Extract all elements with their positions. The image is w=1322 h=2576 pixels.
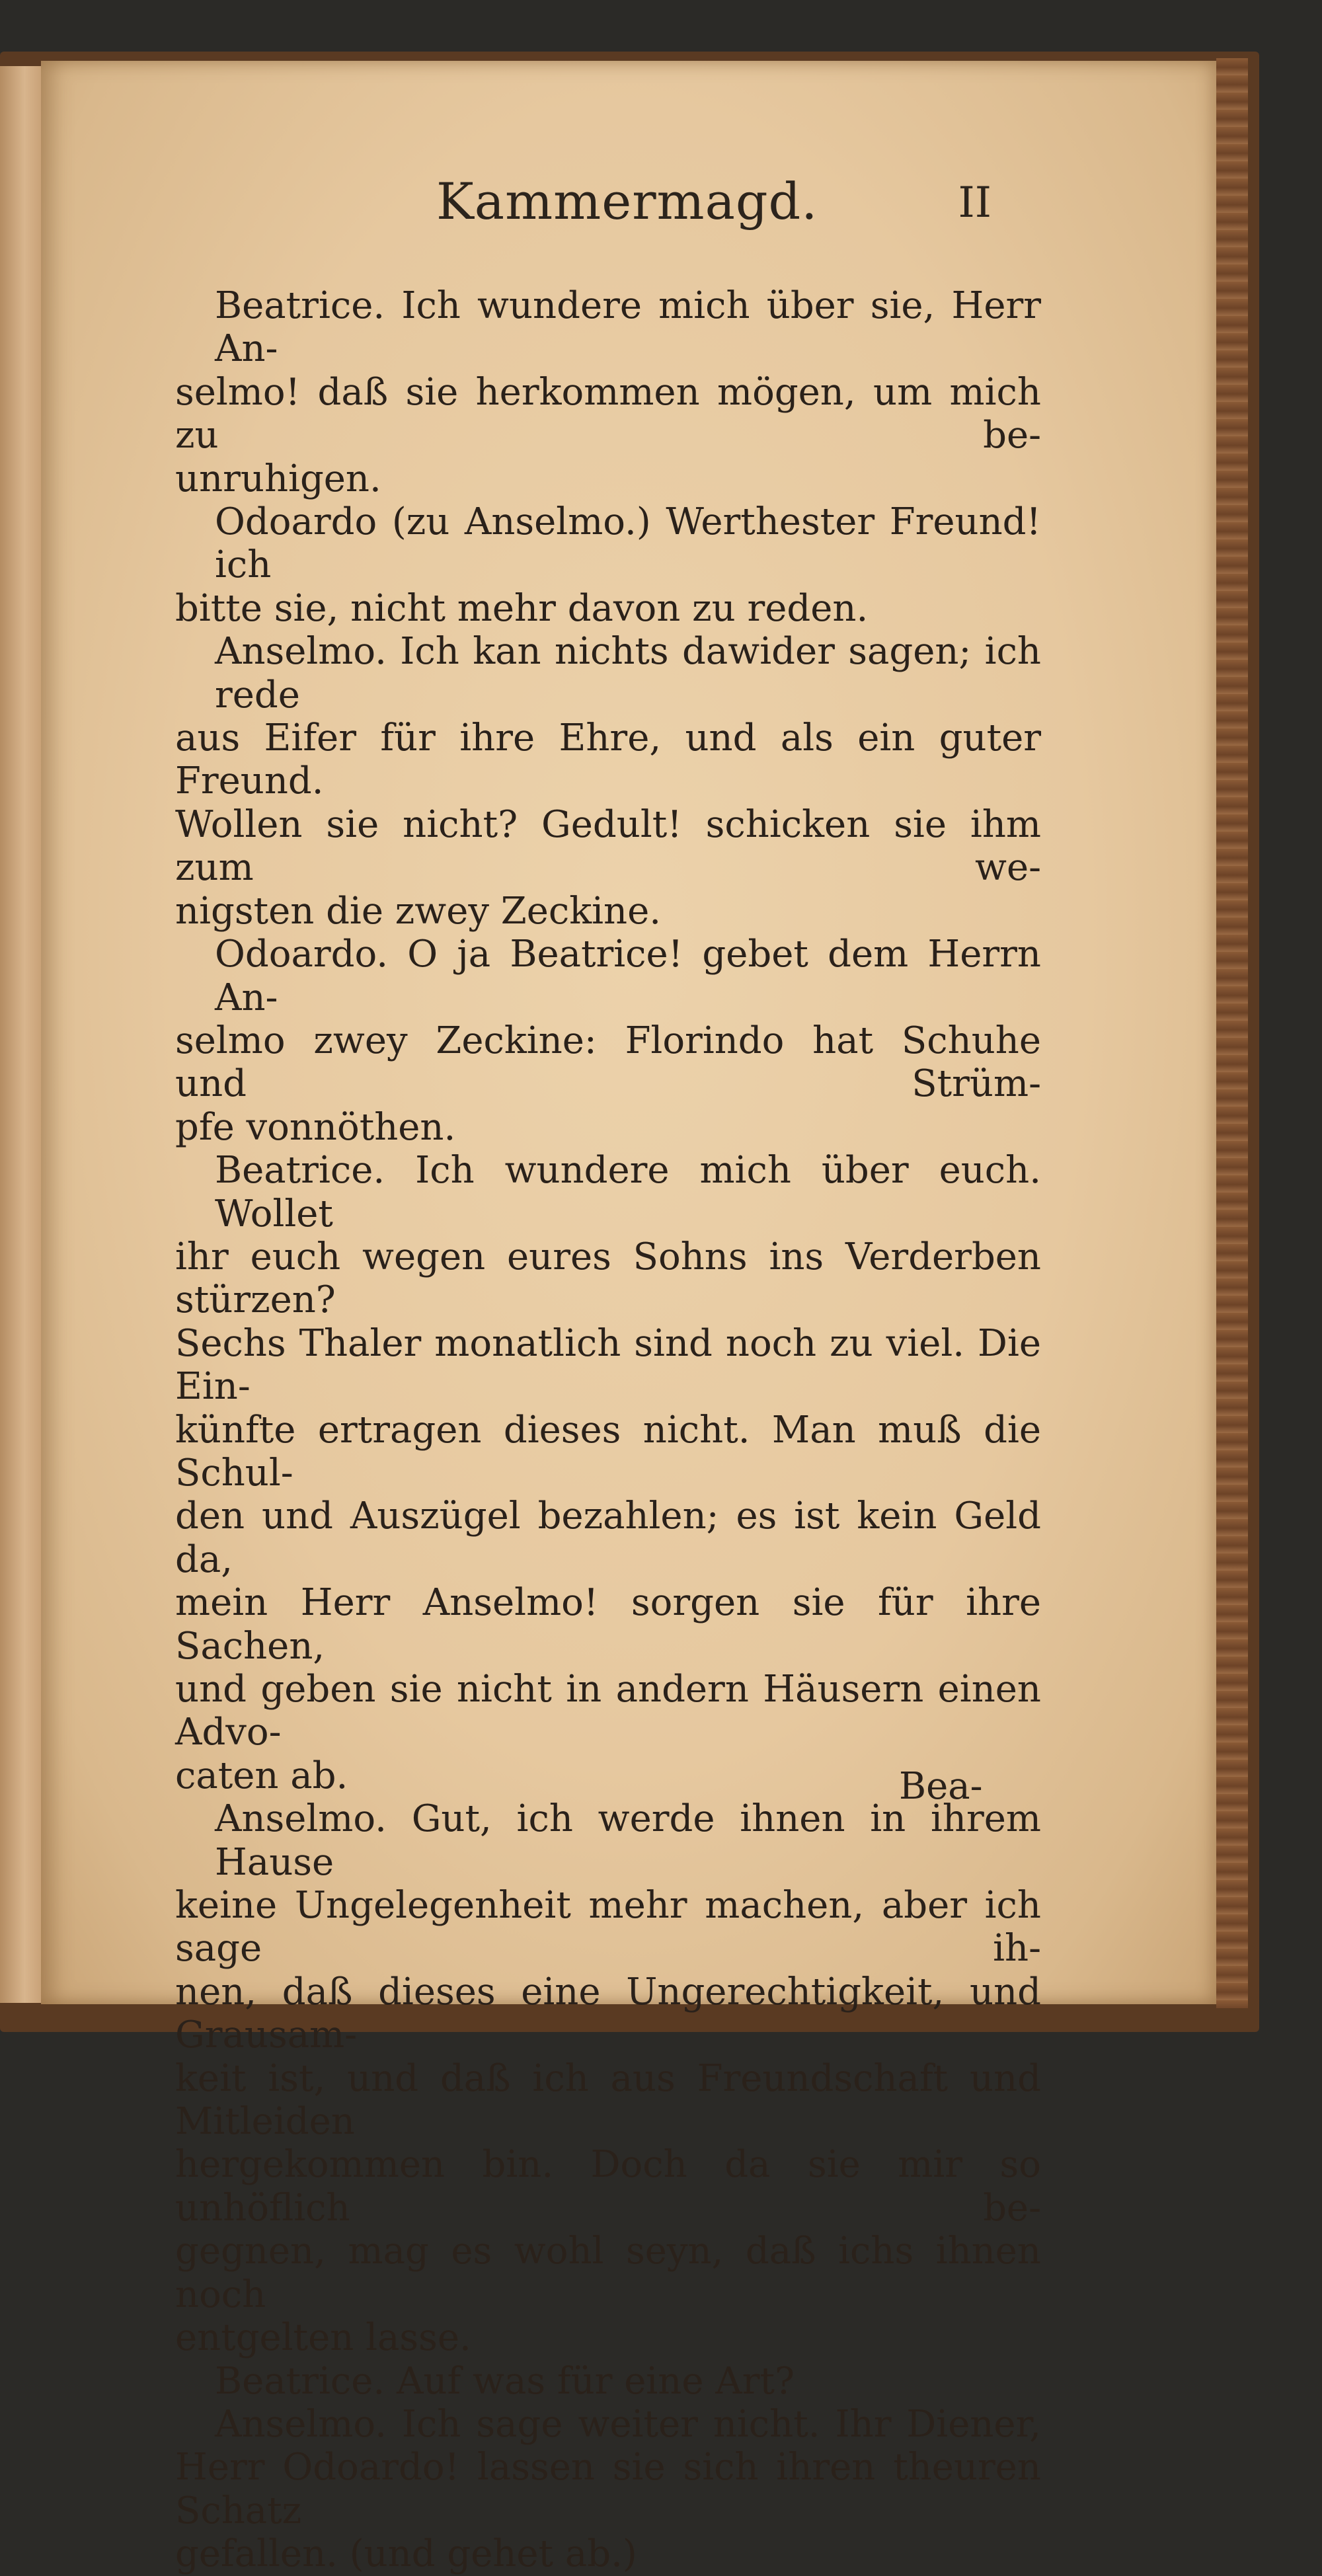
text-line: gefallen. (und gehet ab.): [175, 2532, 637, 2576]
text-line: und geben sie nicht in andern Häusern einen Advo-: [175, 1668, 1041, 1754]
facing-page-edge: [0, 66, 41, 2003]
body-text: [175, 284, 1041, 2576]
text-line: Odoardo. O ja Beatrice! gebet dem Herrn An-: [215, 933, 1041, 1019]
text-line: Herr Odoardo! lassen sie sich ihren theuren Schatz: [175, 2446, 1041, 2532]
text-line: Beatrice. Auf was für eine Art?: [215, 2359, 795, 2403]
text-line: selmo zwey Zeckine: Florindo hat Schuhe und Strüm-: [175, 1019, 1041, 1106]
text-line: entgelten lasse.: [175, 2316, 471, 2360]
running-head: Kammermagd.: [436, 172, 818, 231]
text-line: unruhigen.: [175, 457, 381, 500]
text-line: ihr euch wegen eures Sohns ins Verderben stürzen?: [175, 1235, 1041, 1322]
text-line: Wollen sie nicht? Gedult! schicken sie ihm zum we-: [175, 802, 1041, 890]
text-line: Anselmo. Gut, ich werde ihnen in ihrem Hause: [215, 1797, 1041, 1884]
text-line: mein Herr Anselmo! sorgen sie für ihre Sachen,: [175, 1581, 1041, 1668]
text-line: aus Eifer für ihre Ehre, und als ein guter Freund.: [175, 717, 1041, 803]
text-line: Beatrice. Ich wundere mich über sie, Herr An-: [215, 284, 1041, 371]
text-line: Anselmo. Ich sage weiter nicht. Ihr Diener,: [215, 2402, 1041, 2446]
text-line: nigsten die zwey Zeckine.: [175, 889, 662, 933]
page-fore-edge: [1216, 58, 1248, 2008]
page-header: [383, 165, 992, 238]
text-line: pfe vonnöthen.: [175, 1105, 456, 1149]
text-line: hergekommen bin. Doch da sie mir so unhöflich be-: [175, 2143, 1041, 2230]
catchword: Bea-: [899, 1765, 983, 1808]
page-number: II: [958, 178, 992, 227]
text-line: nen, daß dieses eine Ungerechtigkeit, und Grausam-: [175, 1970, 1041, 2057]
text-line: Beatrice. Ich wundere mich über euch. Wollet: [215, 1149, 1041, 1235]
text-line: Anselmo. Ich kan nichts dawider sagen; ich rede: [215, 630, 1041, 717]
text-line: caten ab.: [175, 1754, 348, 1797]
text-line: Odoardo (zu Anselmo.) Werthester Freund! ich: [215, 500, 1041, 587]
text-line: keine Ungelegenheit mehr machen, aber ich sage ih-: [175, 1884, 1041, 1971]
text-line: gegnen, mag es wohl seyn, daß ichs ihnen noch: [175, 2230, 1041, 2316]
text-line: keit ist, und daß ich aus Freundschaft und Mitleiden: [175, 2056, 1041, 2144]
text-line: den und Auszügel bezahlen; es ist kein Geld da,: [175, 1495, 1041, 1581]
text-line: künfte ertragen dieses nicht. Man muß die Schul-: [175, 1408, 1041, 1495]
text-line: bitte sie, nicht mehr davon zu reden.: [175, 586, 869, 630]
text-line: Sechs Thaler monatlich sind noch zu viel. Die Ein-: [175, 1321, 1041, 1409]
text-line: selmo! daß sie herkommen mögen, um mich zu be-: [175, 370, 1041, 457]
